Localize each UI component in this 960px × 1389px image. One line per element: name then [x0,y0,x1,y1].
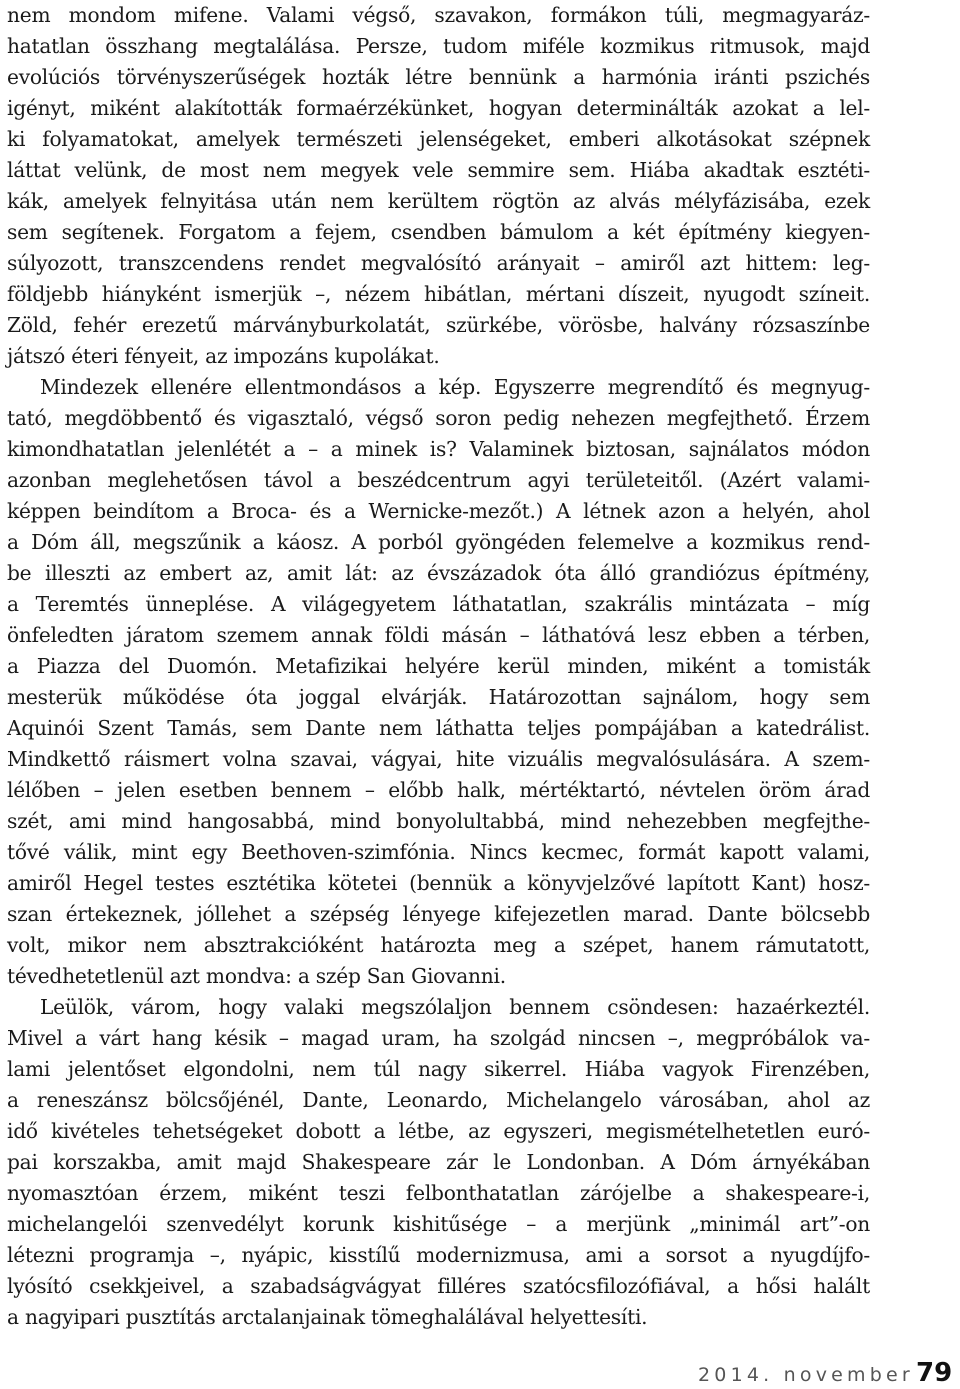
text-line: nyomasztóan érzem, miként teszi felbonthatatlan zárójelbe a shakespeare-i, [7,1181,870,1205]
text-line: mesterük működése óta joggal elvárják. Határozottan sajnálom, hogy sem [7,685,870,709]
body-text [7,0,870,1333]
page-number: 79 [916,1358,953,1388]
text-line: idő kivételes tehetségeket dobott a létbe, az egyszeri, megismételhetetlen euró- [7,1119,870,1143]
text-line: sem segítenek. Forgatom a fejem, csendben bámulom a két építmény kiegyen- [7,220,870,244]
text-line: kák, amelyek felnyitása után nem kerültem rögtön az alvás mélyfázisába, ezek [7,189,870,213]
text-line: szét, ami mind hangosabbá, mind bonyolultabbá, mind nehezebben megfejthe- [7,809,870,833]
text-line: volt, mikor nem absztrakcióként határozta meg a szépet, hanem rámutatott, [7,933,870,957]
text-line: tővé válik, mint egy Beethoven-szimfónia. Nincs kecmec, formát kapott valami, [7,840,870,864]
text-line: evolúciós törvényszerűségek hozták létre bennünk a harmónia iránti pszichés [7,65,870,89]
text-line: kimondhatatlan jelenlétét a – a minek is? Valaminek biztosan, sajnálatos módon [7,437,870,461]
text-line: tató, megdöbbentő és vigasztaló, végső soron pedig nehezen megfejthető. Érzem [7,406,870,430]
text-line: a Dóm áll, megszűnik a káosz. A porból gyöngéden felemelve a kozmikus rend- [7,530,870,554]
text-line: önfeledten járatom szemem annak földi másán – láthatóvá lesz ebben a térben, [7,623,870,647]
text-line: amiről Hegel testes esztétika kötetei (bennük a könyvjelzővé lapított Kant) hosz- [7,871,870,895]
text-line: láttat velünk, de most nem megyek vele semmire sem. Hiába akadtak esztéti- [7,158,870,182]
text-line: be illeszti az embert az, amit lát: az évszázadok óta álló grandiózus építmény, [7,561,870,585]
text-line: földjebb hiányként ismerjük –, nézem hibátlan, mértani díszeit, nyugodt színeit. [7,282,870,306]
text-line: nem mondom mifene. Valami végső, szavakon, formákon túli, megmagyaráz- [7,3,870,27]
text-line: michelangelói szenvedélyt korunk kishitűsége – a merjünk „minimál art”-on [7,1212,870,1236]
text-line: létezni programja –, nyápic, kisstílű modernizmusa, ami a sorsot a nyugdíjfo- [7,1243,870,1267]
text-line: azonban meglehetősen távol a beszédcentrum agyi területeitől. (Azért valami- [7,468,870,492]
text-line: Mindezek ellenére ellentmondásos a kép. Egyszerre megrendítő és megnyug- [40,375,870,399]
text-line: pai korszakba, amit majd Shakespeare zár le Londonban. A Dóm árnyékában [7,1150,870,1174]
text-line: súlyozott, transzcendens rendet megvalósító arányait – amiről azt hittem: leg- [7,251,870,275]
text-line: a reneszánsz bölcsőjénél, Dante, Leonardo, Michelangelo városában, ahol az [7,1088,870,1112]
text-line: Leülök, várom, hogy valaki megszólaljon bennem csöndesen: hazaérkeztél. [40,995,870,1019]
text-line: játszó éteri fényeit, az impozáns kupolákat. [7,344,440,368]
text-line: lyósító csekkjeivel, a szabadságvágyat filléres szatócsfilozófiával, a hősi halált [7,1274,870,1298]
text-line: ki folyamatokat, amelyek természeti jelenségeket, emberi alkotásokat szépnek [7,127,870,151]
text-line: Mivel a várt hang késik – magad uram, ha szolgád nincsen –, megpróbálok va- [7,1026,870,1050]
text-line: képpen beindítom a Broca- és a Wernicke-mezőt.) A létnek azon a helyén, ahol [7,499,870,523]
text-line: szan értekeznek, jóllehet a szépség lényege kifejezetlen marad. Dante bölcsebb [7,902,870,926]
text-line: lélőben – jelen esetben bennem – előbb halk, mértéktartó, névtelen öröm árad [7,778,870,802]
issue-date: 2014. november [698,1364,914,1386]
text-line: hatatlan összhang megtalálása. Persze, tudom miféle kozmikus ritmusok, majd [7,34,870,58]
text-line: lami jelentőset elgondolni, nem túl nagy sikerrel. Hiába vagyok Firenzében, [7,1057,870,1081]
text-line: Aquinói Szent Tamás, sem Dante nem láthatta teljes pompájában a katedrálist. [7,716,870,740]
text-line: a nagyipari pusztítás arctalanjainak tömeghalálával helyettesíti. [7,1305,648,1329]
text-line: igényt, miként alakították formaérzékünket, hogyan determinálták azokat a lel- [7,96,870,120]
text-line: Zöld, fehér erezetű márványburkolatát, szürkébe, vörösbe, halvány rózsaszínbe [7,313,870,337]
text-line: Mindkettő ráismert volna szavai, vágyai, hite vizuális megvalósulására. A szem- [7,747,870,771]
text-line: a Piazza del Duomón. Metafizikai helyére kerül minden, miként a tomisták [7,654,870,678]
text-line: tévedhetetlenül azt mondva: a szép San Giovanni. [7,964,506,988]
text-line: a Teremtés ünneplése. A világegyetem láthatatlan, szakrális mintázata – míg [7,592,870,616]
